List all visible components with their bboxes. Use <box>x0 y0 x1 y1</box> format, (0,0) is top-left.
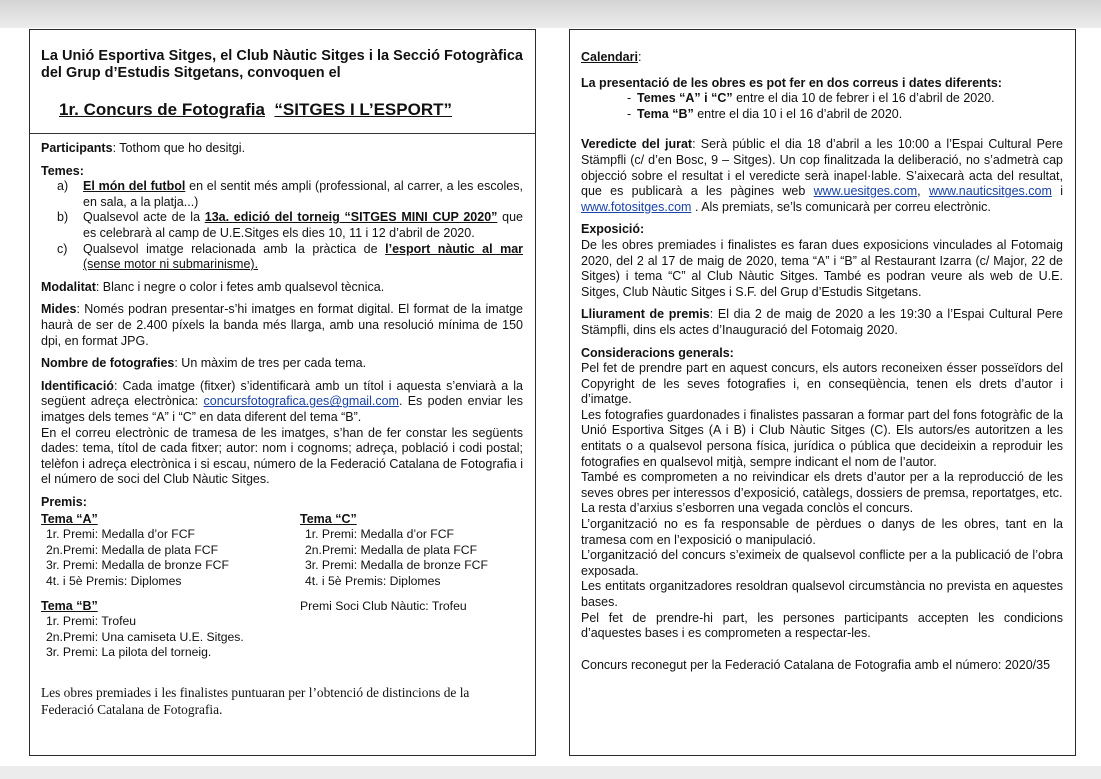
tema-c-heading: Tema “C” <box>300 512 357 527</box>
tema-b-text: que es celebrarà al camp de U.E.Sitges els dies 10, 11 i 12 d’abril de 2020. <box>83 210 523 240</box>
prize-item: 4t. i 5è Premis: Diplomes <box>305 573 441 588</box>
identificacio-paragraph <box>41 379 523 426</box>
list-marker: a) <box>57 179 69 194</box>
identificacio-text-2: . Es poden enviar les imatges dels temes “A” i “C” en data diferent del tema “B”. <box>41 394 523 424</box>
list-marker: - <box>627 106 632 121</box>
nombre-label: Nombre de fotografies <box>41 356 175 371</box>
prize-item: 2n.Premi: Una camiseta U.E. Sitges. <box>46 629 244 644</box>
list-item <box>41 210 523 241</box>
modalitat-text: : Blanc i negre o color i fetes amb qualsevol tècnica. <box>95 279 385 294</box>
prize-item: 1r. Premi: Trofeu <box>46 614 137 629</box>
identificacio-details: En el correu electrònic de tramesa de les imatges, s’han de fer constar les següents dades: tema, títol de cada fitxer; autor: nom i cognoms; adreça, població i codi postal; telèfon i adreça electrònica i si escau, número de la Federació Catalana de Fotografia i el número de soci del Club Nàutic Sitges. <box>41 425 523 487</box>
right-page <box>569 29 1076 756</box>
exposicio-heading <box>581 222 1063 238</box>
list-item <box>41 242 523 273</box>
intro-heading: La Unió Esportiva Sitges, el Club Nàutic Sitges i la Secció Fotogràfica del Grup d’Estudis Sitgetans, convoquen el <box>41 48 523 81</box>
tema-b-heading: Tema “B” <box>41 599 98 614</box>
list-marker: c) <box>57 241 68 256</box>
lliurament-text: : El dia 2 de maig de 2020 a les 19:30 a l’Espai Cultural Pere Stämpfli, dins els actes d’Inauguració del Fotomaig 2020. <box>581 307 1063 337</box>
premi-soci-text: Premi Soci Club Nàutic: Trofeu <box>300 599 467 614</box>
web-link-fotositges[interactable]: www.fotositges.com <box>581 199 692 214</box>
date-b-text: entre el dia 10 i el 16 d’abril de 2020. <box>693 106 903 121</box>
tema-a-prizes <box>41 512 229 589</box>
left-page <box>29 29 536 756</box>
veredicte-label: Veredicte del jurat <box>581 137 693 152</box>
date-a-c-label: Temes “A” i “C” <box>637 91 733 106</box>
exposicio-label: Exposició <box>581 222 641 237</box>
contest-title <box>59 100 523 120</box>
nombre-text: : Un màxim de tres per cada tema. <box>174 356 367 371</box>
tema-a-text: en el sentit més ampli (professional, al carrer, a les escoles, en sala, a la platja...) <box>83 179 523 209</box>
bottom-band <box>0 766 1101 779</box>
tema-a-heading: Tema “A” <box>41 512 98 527</box>
tema-b-prizes <box>41 599 244 660</box>
tema-c-text: (sense motor ni submarinisme). <box>83 257 259 272</box>
consideracio-item: Les fotografies guardonades i finalistes passaran a formar part del fons fotogràfic de la Unió Esportiva Sitges (A i B) i Club Nàutic Sitges (C). Els autors/es autoritzen a les entitats o a qualsevol persona física, jurídica o pública que decideixin a reproduir les fotografies en qualsevol mitjà, sempre indicant el nom de l’autor. <box>581 407 1063 469</box>
list-item <box>41 179 523 210</box>
mides-text: : Només podran presentar-s’hi imatges en format digital. El format de la imatge haurà de ser de 2.400 píxels la banda més llarga, amb una resolució mínima de 150 dpi, en format JPG. <box>41 302 523 348</box>
modalitat-paragraph <box>41 280 523 296</box>
tema-a-name: El món del futbol <box>83 179 186 194</box>
consideracio-item: Pel fet de prendre-hi part, les persones participants accepten les condicions d’aquestes bases i es comprometen a respectar-les. <box>581 610 1063 641</box>
reconegut-note: Concurs reconegut per la Federació Catalana de Fotografia amb el número: 2020/35 <box>581 657 1051 672</box>
top-shadow-band <box>0 0 1101 28</box>
tema-b-name: 13a. edició del torneig “SITGES MINI CUP 2020” <box>204 210 498 225</box>
web-link-uesitges[interactable]: www.uesitges.com <box>813 184 918 199</box>
dates-list <box>581 91 1063 122</box>
participants-text: : Tothom que ho desitgi. <box>112 141 246 155</box>
identificacio-label: Identificació <box>41 378 114 393</box>
mides-paragraph <box>41 302 523 349</box>
prize-item: 1r. Premi: Medalla d’or FCF <box>46 527 195 542</box>
contest-title-prefix: 1r. Concurs de Fotografia <box>59 100 265 119</box>
tema-c-prizes <box>300 512 488 589</box>
prize-item: 3r. Premi: Medalla de bronze FCF <box>46 558 229 573</box>
contest-title-quoted: “SITGES I L’ESPORT” <box>274 100 452 119</box>
list-marker: b) <box>57 210 69 225</box>
presentacio-text: La presentació de les obres es pot fer en dos correus i dates diferents: <box>581 75 1002 90</box>
web-separator: , <box>917 184 929 199</box>
veredicte-text: : Serà públic el dia 18 d’abril a les 10:00 a l’Espai Cultural Pere Stämpfli (c/ d’en Bosc, 9 – Sitges). Un cop finalitzada la deliberació, no s’admetrà cap objecció sobre el resultat i el veredicte serà inapel·lable. S’aixecarà acta del resultat, que es publicarà a les pàgines web <box>581 137 1064 199</box>
prize-item: 4t. i 5è Premis: Diplomes <box>46 573 182 588</box>
tema-c-pre: Qualsevol imatge relacionada amb la pràctica de <box>83 241 386 256</box>
veredicte-paragraph <box>581 137 1063 215</box>
premis-heading <box>41 495 523 511</box>
email-link[interactable]: concursfotografica.ges@gmail.com <box>203 394 399 409</box>
date-b-label: Tema “B” <box>637 106 694 121</box>
tema-b-pre: Qualsevol acte de la <box>83 210 205 225</box>
temes-label: Temes <box>41 163 80 178</box>
prizes-section <box>41 512 523 678</box>
title-divider <box>30 133 535 134</box>
lliurament-label: Lliurament de premis <box>581 307 710 322</box>
exposicio-text: De les obres premiades i finalistes es faran dues exposicions vinculades al Fotomaig 2020, del 2 al 17 de maig de 2020, tema “A” i “B” al Restaurant Izarra (c/ Major, 22 de Sitges) i tema “C” al Club Nàutic Sitges. També es podran veure als web de U.E. Sitges, Club Nàutic Sitges i S.F. del Grup d’Estudis Sitgetans. <box>581 237 1063 299</box>
prize-item: 2n.Premi: Medalla de plata FCF <box>305 542 478 557</box>
temes-heading <box>41 164 523 180</box>
calendari-heading <box>581 50 1063 66</box>
prize-item: 3r. Premi: La pilota del torneig. <box>46 645 212 660</box>
consideracio-item: L’organització no es fa responsable de pèrdues o danys de les obres, tant en la tramesa com en l’exposició o manipulació. <box>581 517 1063 547</box>
temes-colon: : <box>79 163 84 178</box>
modalitat-label: Modalitat <box>41 279 96 294</box>
consideracions-heading <box>581 346 1063 362</box>
consideracio-item: Pel fet de prendre part en aquest concurs, els autors reconeixen ésser posseïdors del Copyright de les seves fotografies i, en conseqüència, tenen els drets d’autor i d’imatge. <box>581 361 1063 407</box>
temes-list <box>41 179 523 273</box>
calendari-colon: : <box>637 50 642 64</box>
exposicio-colon: : <box>640 222 645 237</box>
mides-label: Mides <box>41 302 77 317</box>
date-a-c-text: entre el dia 10 de febrer i el 16 d’abril de 2020. <box>732 91 995 106</box>
fcf-footer-note: Les obres premiades i les finalistes puntuaran per l’obtenció de distincions de la Federació Catalana de Fotografia. <box>41 685 470 718</box>
participants-paragraph <box>41 141 523 157</box>
lliurament-paragraph <box>581 307 1063 338</box>
web-separator: i <box>1051 184 1063 199</box>
list-item <box>581 107 1063 123</box>
consideracio-item: També es comprometen a no reivindicar els drets d’autor per a la reproducció de les seves obres per interessos d’exposició, catàlegs, dossiers de premsa, reportatges, etc. <box>581 470 1063 500</box>
prize-item: 2n.Premi: Medalla de plata FCF <box>46 542 219 557</box>
nombre-paragraph <box>41 356 523 372</box>
participants-label: Participants <box>41 141 113 155</box>
identificacio-text: : Cada imatge (fitxer) s’identificarà amb un títol i aquesta s’enviarà a la següent adreça electrònica: <box>41 378 523 409</box>
premis-colon: : <box>82 494 87 509</box>
list-marker: - <box>627 91 632 106</box>
premi-soci <box>300 599 467 614</box>
consideracio-item: La resta d’arxius s’esborren una vegada conclòs el concurs. <box>581 501 914 516</box>
consideracions-colon: : <box>729 345 734 360</box>
premis-label: Premis <box>41 494 83 509</box>
web-link-nauticsitges[interactable]: www.nauticsitges.com <box>928 184 1052 199</box>
consideracio-item: L’organització del concurs s’eximeix de qualsevol conflicte per a la publicació de l’obra exposada. <box>581 548 1063 578</box>
calendari-label: Calendari <box>581 50 638 64</box>
tema-c-name: l’esport nàutic al mar <box>385 241 524 256</box>
prize-item: 1r. Premi: Medalla d’or FCF <box>305 527 454 542</box>
list-item <box>581 91 1063 107</box>
veredicte-end: . Als premiats, se’ls comunicarà per correu electrònic. <box>691 199 991 214</box>
consideracions-label: Consideracions generals <box>581 345 730 360</box>
prize-item: 3r. Premi: Medalla de bronze FCF <box>305 558 488 573</box>
consideracio-item: Les entitats organitzadores resoldran qualsevol circumstància no prevista en aquestes bases. <box>581 579 1063 609</box>
